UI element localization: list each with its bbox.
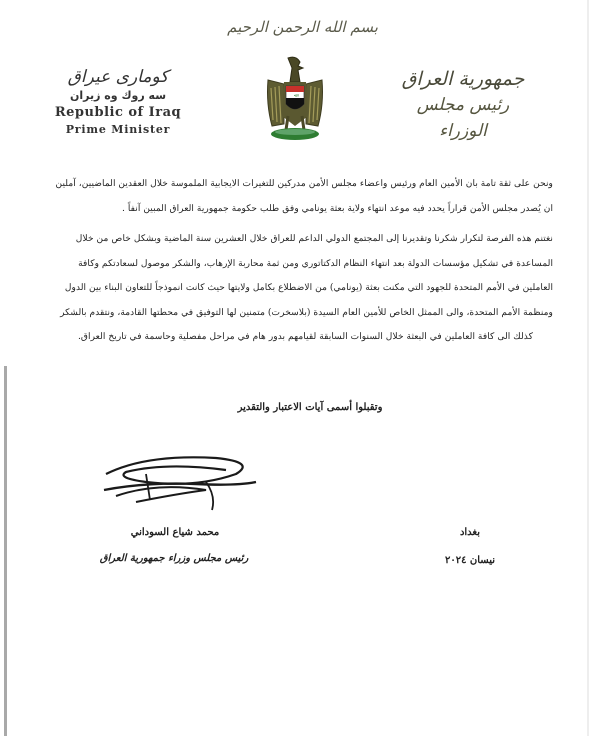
signatory-title: رئيس مجلس وزراء جمهورية العراق [99,553,249,564]
body-line: ان يُصدر مجلس الأمن قراراً يحدد فيه موعد انتهاء ولاية بعثة يونامي وفق طلب حكومة جمهورية العراق المبين آنفاً . [122,202,553,214]
svg-text:ﷲ: ﷲ [293,92,297,98]
body-line: العاملين في الأمم المتحدة للجهود التي مكنت بعثة (يونامي) من الاضطلاع بكامل ولايتها حيث كانت انموذجاً للتعاون البناء بين الدول [64,282,553,293]
body-line: المساعدة في تشكيل مؤسسات الدولة بعد انتهاء النظام الدكتاتوري ومن ثمة محاربة الإرهاب، والشكر موصول لسعادتكم وكافة [78,257,553,269]
kurdish-country: كوماری عیراق [67,67,169,87]
emblem-head [288,57,303,82]
handwritten-signature [86,452,276,512]
eagle-emblem-icon [262,54,328,146]
english-office: Prime Minister [65,123,171,136]
arabic-country: جمهورية العراق [401,68,525,90]
page-edge-line [587,0,589,736]
letter-body [55,172,553,350]
letter-date: نيسان ٢٠٢٤ [444,555,496,566]
letter-place: بغداد [459,527,481,538]
kurdish-office: سه روك وه زيران [69,89,167,102]
english-country: Republic of Iraq [54,105,182,120]
closing-salutation: وتقبلوا أسمى آيات الاعتبار والتقدير [237,402,383,413]
body-line: ومنظمة الأمم المتحدة، والى الممثل الخاص للأمين العام السيدة (بلاسخرت) متمنين لها التوفيق في محطتها القادمة، ونتقدم بالشكر [60,306,553,318]
body-line: ونحن على ثقة تامة بان الأمين العام ورئيس واعضاء مجلس الأمن مدركين للتغيرات الايجابية الملموسة خلال العقدين الماضيين، آملين [55,178,553,189]
body-line: نغتنم هذه الفرصة لتكرار شكرنا وتقديرنا إلى المجتمع الدولي الداعم للعراق خلال العشرين سنة الماضية وبشكل خاص من خلال [75,233,553,244]
signatory-name: محمد شياع السوداني [130,527,220,538]
arabic-office: رئيس مجلس الوزراء [416,95,510,141]
basmala: بسم الله الرحمن الرحيم [227,18,378,36]
letterhead-left [48,66,188,138]
page-edge-bar [4,366,7,736]
body-line: كذلك الى كافة العاملين في البعثة خلال السنوات السابقة لقيامهم بدور هام في مراحل مفصلية وحاسمة في تاريخ العراق. [77,331,534,342]
letterhead-right [398,66,528,144]
